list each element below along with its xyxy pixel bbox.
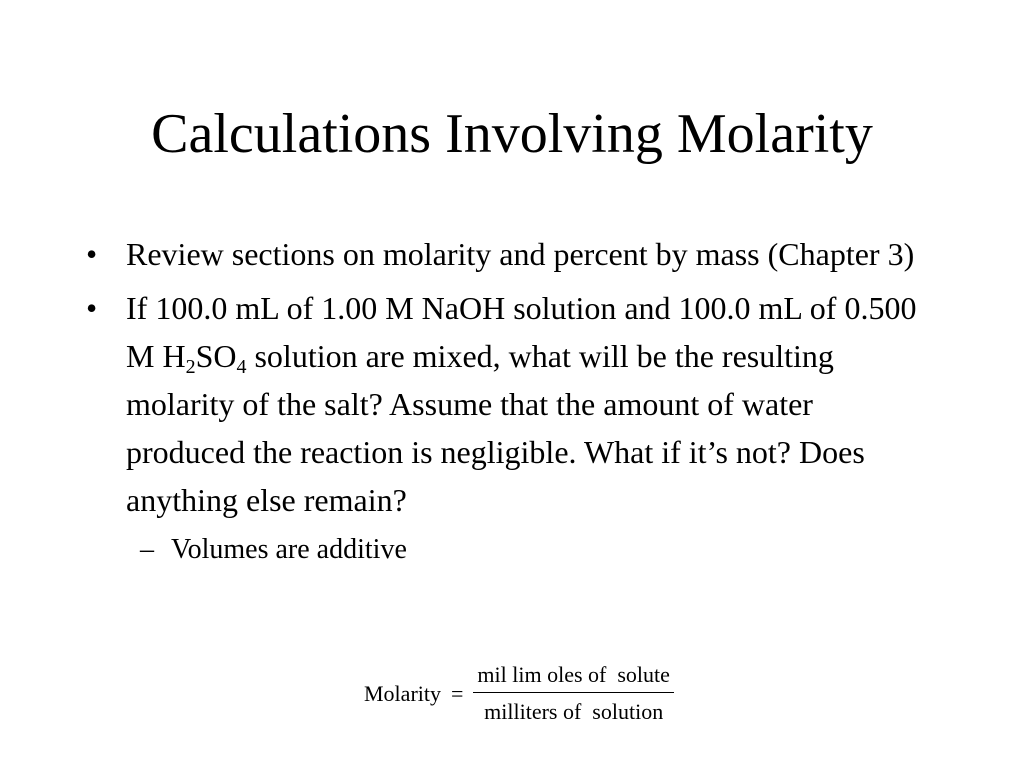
molarity-formula — [364, 662, 674, 725]
bullet-dot-icon: • — [86, 236, 98, 272]
bullet-list — [86, 230, 936, 570]
bullet-dot-icon: • — [86, 290, 98, 326]
bullet-item-review — [86, 230, 936, 278]
subscript-2: 2 — [185, 356, 196, 378]
bullet-text-part1: If 100.0 mL of 1.00 M NaOH solution and 100.0 mL of 0.500 M H — [126, 290, 917, 374]
subscript-4: 4 — [236, 356, 247, 378]
bullet-item-question — [86, 284, 936, 524]
formula-fraction — [473, 662, 674, 725]
bullet-text-part2: SO — [195, 338, 237, 374]
formula-numerator: mil lim oles of solute — [473, 662, 674, 693]
sub-bullet-text: Volumes are additive — [171, 534, 407, 565]
formula-denominator: milliters of solution — [484, 699, 664, 724]
formula-equals: = — [451, 680, 464, 706]
slide-title: Calculations Involving Molarity — [151, 103, 873, 165]
formula-lhs: Molarity — [364, 680, 441, 706]
bullet-text-part3: solution are mixed, what will be the resulting molarity of the salt? Assume that the amount of water produced the reaction is negligible. What if it’s not? Does anything else remain? — [126, 338, 865, 518]
dash-icon: – — [140, 534, 154, 565]
sub-bullet-volumes — [140, 530, 936, 570]
bullet-text: Review sections on molarity and percent by mass (Chapter 3) — [126, 236, 915, 272]
